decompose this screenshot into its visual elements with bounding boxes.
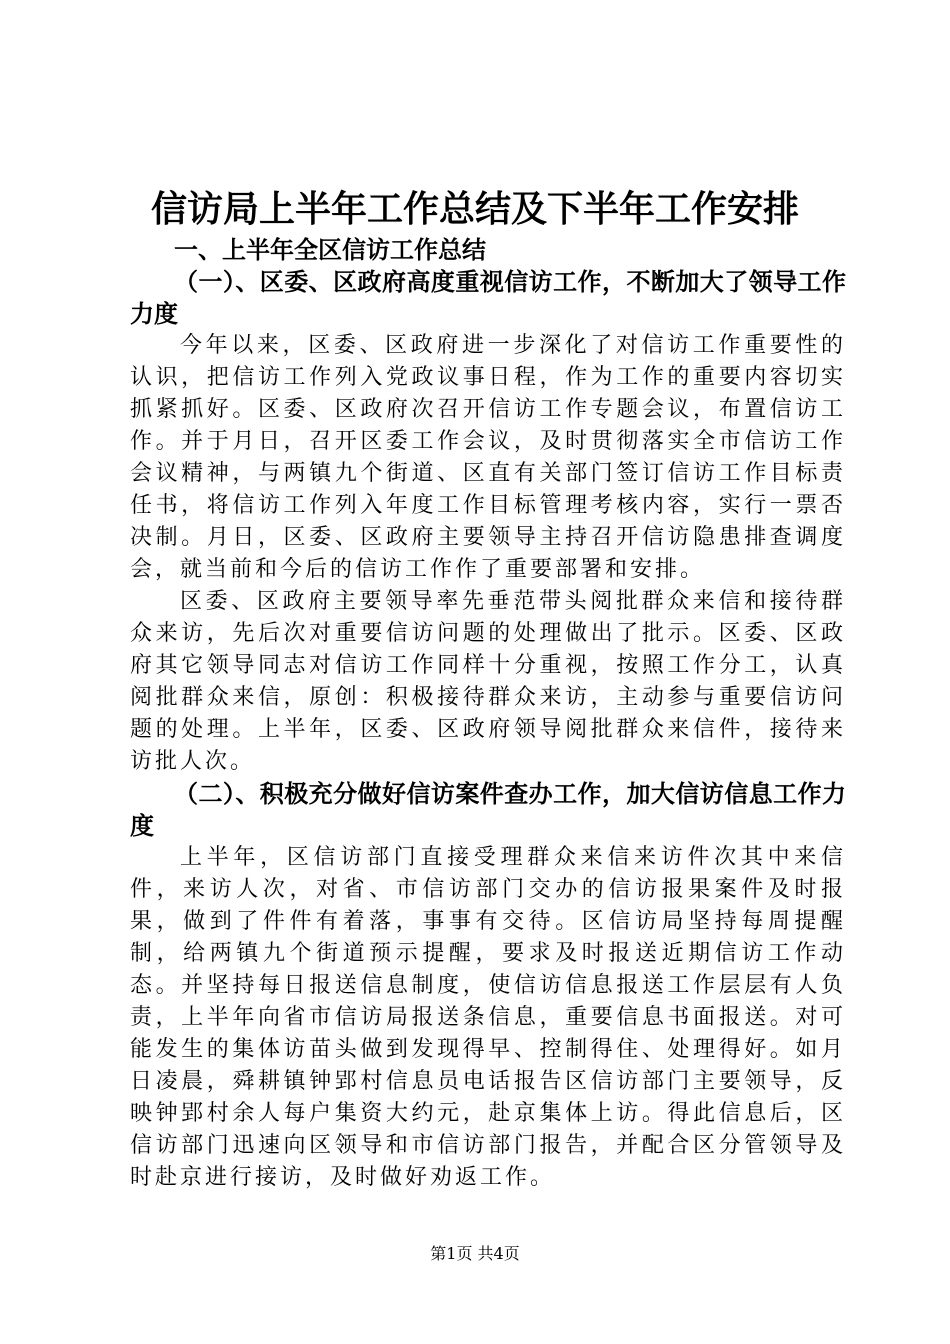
paragraph: 上半年，区信访部门直接受理群众来信来访件次其中来信件，来访人次，对省、市信访部门交办的信访报果案件及时报果，做到了件件有着落，事事有交待。区信访局坚持每周提醒制，给两镇九个街道预示提醒，要求及时报送近期信访工作动态。并坚持每日报送信息制度，使信访信息报送工作层层有人负责，上半年向省市信访局报送条信息，重要信息书面报送。对可能发生的集体访苗头做到发现得早、控制得住、处理得好。如月日凌晨，舜耕镇钟郢村信息员电话报告区信访部门主要领导，反映钟郢村余人每户集资大约元，赴京集体上访。得此信息后，区信访部门迅速向区领导和市信访部门报告，并配合区分管领导及时赴京进行接访，及时做好劝返工作。 <box>130 845 846 1190</box>
document-title: 信访局上半年工作总结及下半年工作安排 <box>150 188 799 230</box>
subsection-heading-1: （一）、区委、区政府高度重视信访工作，不断加大了领导工作力度 <box>130 268 846 328</box>
section-heading: 一、上半年全区信访工作总结 <box>174 236 486 264</box>
document-body <box>130 234 846 1194</box>
page-footer: 第1页 共4页 <box>430 1244 520 1263</box>
paragraph: 区委、区政府主要领导率先垂范带头阅批群众来信和接待群众来访，先后次对重要信访问题的处理做出了批示。区委、区政府其它领导同志对信访工作同样十分重视，按照工作分工，认真阅批群众来信，原创：积极接待群众来访，主动参与重要信访问题的处理。上半年，区委、区政府领导阅批群众来信件，接待来访批人次。 <box>130 589 846 774</box>
paragraph: 今年以来，区委、区政府进一步深化了对信访工作重要性的认识，把信访工作列入党政议事日程，作为工作的重要内容切实抓紧抓好。区委、区政府次召开信访工作专题会议，布置信访工作。并于月日，召开区委工作会议，及时贯彻落实全市信访工作会议精神，与两镇九个街道、区直有关部门签订信访工作目标责任书，将信访工作列入年度工作目标管理考核内容，实行一票否决制。月日，区委、区政府主要领导主持召开信访隐患排查调度会，就当前和今后的信访工作作了重要部署和安排。 <box>130 333 846 582</box>
subsection-heading-2: （二）、积极充分做好信访案件查办工作，加大信访信息工作力度 <box>130 780 846 840</box>
